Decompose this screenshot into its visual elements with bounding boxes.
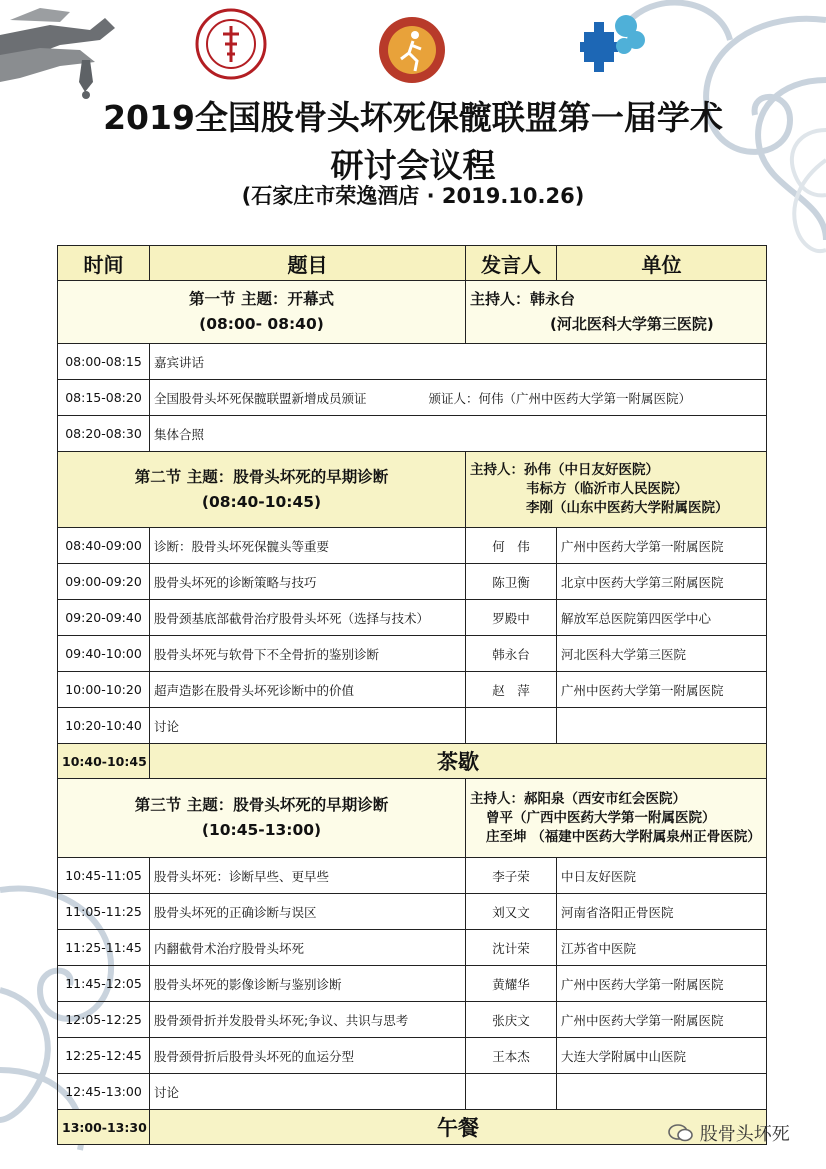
- row-speaker: 罗殿中: [466, 600, 557, 636]
- table-row: [58, 930, 767, 966]
- row-time: 12:25-12:45: [58, 1038, 150, 1074]
- row-topic-with-note: [150, 380, 767, 416]
- row-speaker: 何 伟: [466, 528, 557, 564]
- watermark-text: 股骨头坏死: [699, 1124, 790, 1145]
- lunch-label: 午餐: [150, 1110, 767, 1145]
- session-title-cell: [58, 452, 466, 528]
- table-row: [58, 600, 767, 636]
- row-unit: 河南省洛阳正骨医院: [557, 894, 767, 930]
- table-row: [58, 564, 767, 600]
- row-time: 08:15-08:20: [58, 380, 150, 416]
- row-speaker: [466, 1074, 557, 1110]
- row-speaker: 黄耀华: [466, 966, 557, 1002]
- row-topic: 股骨头坏死的诊断策略与技巧: [150, 564, 466, 600]
- session-host: 李刚（山东中医药大学附属医院）: [526, 500, 729, 516]
- row-unit: 河北医科大学第三医院: [557, 636, 767, 672]
- column-header-unit: 单位: [557, 246, 767, 281]
- row-topic: 股骨颈基底部截骨治疗股骨头坏死（选择与技术）: [150, 600, 466, 636]
- row-time: 08:00-08:15: [58, 344, 150, 380]
- session-title: 第三节 主题：股骨头坏死的早期诊断: [134, 796, 389, 814]
- page-title-line2: 研讨会议程: [330, 146, 496, 185]
- row-time: 11:05-11:25: [58, 894, 150, 930]
- row-speaker: 陈卫衡: [466, 564, 557, 600]
- row-topic: 嘉宾讲话: [150, 344, 767, 380]
- row-time: 09:40-10:00: [58, 636, 150, 672]
- table-header-row: [58, 246, 767, 281]
- session-host: 韦标方（临沂市人民医院）: [526, 481, 688, 497]
- row-speaker: 王本杰: [466, 1038, 557, 1074]
- row-speaker: 张庆文: [466, 1002, 557, 1038]
- table-row: [58, 416, 767, 452]
- session-header-row: [58, 452, 767, 528]
- column-header-topic: 题目: [150, 246, 466, 281]
- table-row: [58, 858, 767, 894]
- table-row: [58, 708, 767, 744]
- row-speaker: [466, 708, 557, 744]
- session-host: 曾平（广西中医药大学第一附属医院）: [486, 809, 716, 826]
- table-row: [58, 894, 767, 930]
- row-unit: 广州中医药大学第一附属医院: [557, 1002, 767, 1038]
- row-unit: [557, 708, 767, 744]
- row-time: 10:45-11:05: [58, 858, 150, 894]
- row-note: 颁证人：何伟（广州中医药大学第一附属医院）: [428, 390, 692, 406]
- table-row: [58, 672, 767, 708]
- row-unit: 江苏省中医院: [557, 930, 767, 966]
- row-unit: 解放军总医院第四医学中心: [557, 600, 767, 636]
- table-row: [58, 636, 767, 672]
- row-time: 10:00-10:20: [58, 672, 150, 708]
- row-time: 09:00-09:20: [58, 564, 150, 600]
- row-topic: 讨论: [150, 708, 466, 744]
- page-title: 2019全国股骨头坏死保髋联盟第一届学术: [103, 98, 723, 137]
- row-topic: 股骨头坏死的影像诊断与鉴别诊断: [150, 966, 466, 1002]
- lunch-row: [58, 1110, 767, 1145]
- session-header-row: [58, 281, 767, 344]
- table-row: [58, 380, 767, 416]
- cross-clover-logo: [580, 12, 646, 72]
- row-time: 10:20-10:40: [58, 708, 150, 744]
- row-speaker: 刘又文: [466, 894, 557, 930]
- row-topic: 股骨头坏死与软骨下不全骨折的鉴别诊断: [150, 636, 466, 672]
- row-topic: 内翻截骨术治疗股骨头坏死: [150, 930, 466, 966]
- row-time: 12:45-13:00: [58, 1074, 150, 1110]
- table-row: [58, 966, 767, 1002]
- row-topic: 超声造影在股骨头坏死诊断中的价值: [150, 672, 466, 708]
- session-time: (08:40-10:45): [201, 492, 322, 511]
- session-host: 主持人：孙伟（中日友好医院）: [470, 462, 659, 478]
- session-host-cell: [466, 452, 767, 528]
- session-time: (10:45-13:00): [201, 821, 322, 839]
- row-unit: [557, 1074, 767, 1110]
- row-unit: 中日友好医院: [557, 858, 767, 894]
- row-speaker: 沈计荣: [466, 930, 557, 966]
- session-host-cell: [466, 281, 767, 344]
- row-unit: 广州中医药大学第一附属医院: [557, 672, 767, 708]
- row-unit: 大连大学附属中山医院: [557, 1038, 767, 1074]
- row-topic: 讨论: [150, 1074, 466, 1110]
- session-title-cell: [58, 281, 466, 344]
- agenda-table: [57, 245, 767, 1145]
- session-title: 第一节 主题：开幕式: [189, 290, 334, 308]
- venue-date-subtitle: (石家庄市荣逸酒店 · 2019.10.26): [241, 184, 585, 208]
- session-host: 庄至坤 （福建中医药大学附属泉州正骨医院）: [486, 828, 761, 845]
- session-host-cell: [466, 779, 767, 858]
- session2-rows: [58, 528, 767, 744]
- row-time: 12:05-12:25: [58, 1002, 150, 1038]
- account-watermark: [668, 1120, 790, 1146]
- roof-eave-decoration: [0, 0, 150, 105]
- table-row: [58, 1002, 767, 1038]
- row-speaker: 韩永台: [466, 636, 557, 672]
- wechat-bubble-icon: [668, 1123, 694, 1143]
- row-time: 09:20-09:40: [58, 600, 150, 636]
- session-title: 第二节 主题：股骨头坏死的早期诊断: [134, 467, 389, 486]
- row-time: 08:20-08:30: [58, 416, 150, 452]
- tea-break-label: 茶歇: [150, 744, 767, 779]
- row-unit: 广州中医药大学第一附属医院: [557, 966, 767, 1002]
- column-header-speaker: 发言人: [466, 246, 557, 281]
- table-row: [58, 1038, 767, 1074]
- column-header-time: 时间: [58, 246, 150, 281]
- session-title-cell: [58, 779, 466, 858]
- row-topic: 股骨颈骨折后股骨头坏死的血运分型: [150, 1038, 466, 1074]
- row-speaker: 赵 萍: [466, 672, 557, 708]
- row-speaker: 李子荣: [466, 858, 557, 894]
- university-seal-logo: [195, 8, 267, 80]
- session-time: (08:00- 08:40): [199, 315, 324, 333]
- session-host: 主持人：郝阳泉（西安市红会医院）: [470, 790, 686, 807]
- row-time: 08:40-09:00: [58, 528, 150, 564]
- runner-emblem-logo: [377, 15, 447, 85]
- row-unit: 北京中医药大学第三附属医院: [557, 564, 767, 600]
- session3-rows: [58, 858, 767, 1110]
- row-topic: 股骨颈骨折并发股骨头坏死;争议、共识与思考: [150, 1002, 466, 1038]
- row-topic: 诊断：股骨头坏死保髋头等重要: [150, 528, 466, 564]
- row-time: 11:25-11:45: [58, 930, 150, 966]
- session-host: 主持人：韩永台: [470, 290, 576, 308]
- table-row: [58, 528, 767, 564]
- lunch-time: 13:00-13:30: [58, 1110, 150, 1145]
- row-topic: 集体合照: [150, 416, 767, 452]
- tea-break-time: 10:40-10:45: [58, 744, 150, 779]
- row-unit: 广州中医药大学第一附属医院: [557, 528, 767, 564]
- row-topic: 全国股骨头坏死保髋联盟新增成员颁证: [154, 390, 367, 406]
- tea-break-row: [58, 744, 767, 779]
- session-header-row: [58, 779, 767, 858]
- table-row: [58, 1074, 767, 1110]
- row-topic: 股骨头坏死的正确诊断与误区: [150, 894, 466, 930]
- row-time: 11:45-12:05: [58, 966, 150, 1002]
- session-host-affiliation: (河北医科大学第三医院): [550, 315, 714, 333]
- row-topic: 股骨头坏死：诊断早些、更早些: [150, 858, 466, 894]
- table-row: [58, 344, 767, 380]
